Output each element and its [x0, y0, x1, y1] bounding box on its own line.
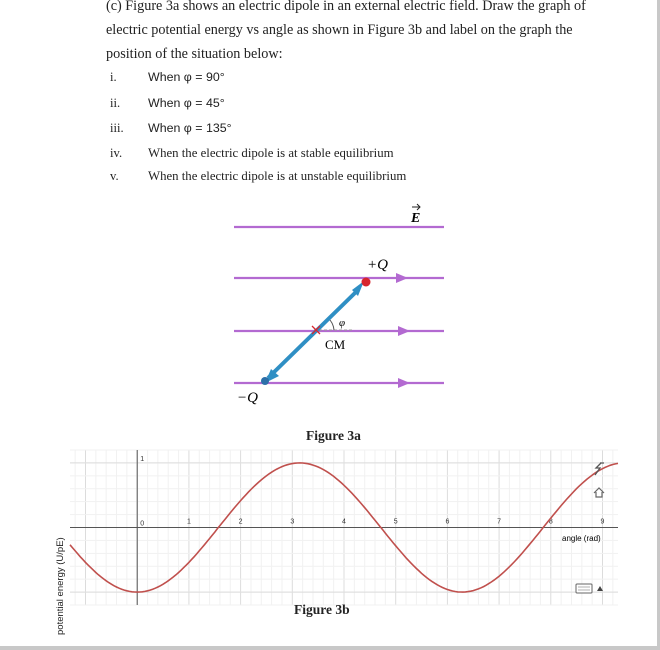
question-line-1: (c) Figure 3a shows an electric dipole in an external electric field. Draw the graph of [106, 0, 586, 14]
center-label: CM [325, 337, 346, 352]
question-line-3: position of the situation below: [106, 46, 283, 62]
y-tick-label: 1 [140, 455, 145, 463]
question-line-2: electric potential energy vs angle as shown in Figure 3b and label on the graph the [106, 22, 573, 38]
negative-charge-label: −Q [237, 390, 258, 406]
x-tick-label: 4 [342, 518, 346, 526]
list-item-text: When the electric dipole is at stable equilibrium [148, 146, 394, 160]
x-tick-label: 1 [186, 518, 191, 526]
figure-3a-caption: Figure 3a [306, 428, 361, 443]
angle-label: φ [339, 317, 346, 329]
x-tick-label: 8 [548, 518, 553, 526]
x-tick-label: 2 [238, 518, 243, 526]
x-tick-label: 6 [445, 518, 450, 526]
list-item-text: When φ = 45° [148, 96, 225, 110]
field-label: E [411, 211, 421, 226]
x-tick-label: 7 [497, 518, 502, 526]
list-item-number: iii. [110, 121, 124, 135]
list-item-number: iv. [110, 146, 123, 160]
y-tick-label: 0 [140, 520, 145, 528]
y-axis-label: potential energy (U/pE) [55, 537, 66, 635]
x-tick-label: 3 [290, 518, 295, 526]
list-item-number: ii. [110, 96, 121, 110]
x-tick-label: 5 [393, 518, 398, 526]
list-item-text: When φ = 90° [148, 70, 225, 84]
x-tick-label: 9 [600, 518, 605, 526]
x-axis-label: angle (rad) [562, 534, 601, 543]
list-item-number: i. [110, 70, 117, 84]
list-item-text: When the electric dipole is at unstable equilibrium [148, 169, 407, 183]
positive-charge-label: +Q [367, 257, 388, 273]
list-item-text: When φ = 135° [148, 121, 232, 135]
figure-3b-caption: Figure 3b [294, 602, 350, 617]
list-item-number: v. [110, 169, 119, 183]
